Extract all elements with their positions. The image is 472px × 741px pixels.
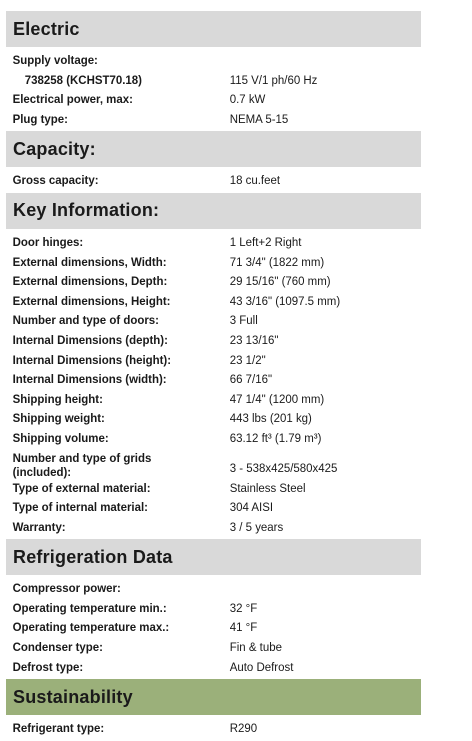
spec-label: Internal Dimensions (width): [12, 372, 167, 387]
section-refrigeration [6, 575, 421, 679]
spec-value: 41 °F [229, 620, 258, 635]
spec-sheet [6, 11, 421, 741]
spec-row [6, 390, 396, 410]
spec-value: 0.7 kW [229, 92, 266, 107]
spec-value: R290 [229, 721, 258, 736]
spec-row [6, 90, 396, 110]
spec-label: Operating temperature min.: [12, 600, 167, 615]
section-header-electric: Electric [6, 11, 421, 47]
spec-value [222, 51, 230, 71]
spec-value: 23 13/16" [229, 332, 279, 347]
spec-row [6, 658, 396, 678]
spec-label: External dimensions, Width: [12, 254, 167, 269]
spec-row [6, 618, 396, 638]
spec-row [6, 272, 396, 292]
spec-label-line: (included): [12, 464, 72, 479]
spec-label: Operating temperature max.: [12, 620, 170, 635]
spec-value [222, 579, 230, 599]
spec-row [6, 638, 396, 658]
section-header-refrigeration: Refrigeration Data [6, 539, 421, 575]
spec-row [6, 409, 396, 429]
spec-label-line: Number and type of grids [12, 450, 152, 465]
spec-label: Condenser type: [12, 640, 103, 655]
spec-row [6, 370, 396, 390]
spec-value: 443 lbs (201 kg) [229, 411, 312, 426]
spec-row [6, 518, 396, 538]
spec-label: External dimensions, Height: [12, 293, 171, 308]
spec-value: 3 - 538x425/580x425 [229, 460, 338, 475]
spec-value: 47 1/4" (1200 mm) [229, 391, 325, 406]
spec-label: Internal Dimensions (depth): [12, 332, 168, 347]
spec-row [6, 579, 396, 599]
spec-value: 115 V/1 ph/60 Hz [229, 72, 318, 87]
spec-row [6, 449, 396, 479]
spec-row [6, 599, 396, 619]
spec-value: 1 Left+2 Right [229, 234, 302, 249]
spec-value: 23 1/2" [229, 352, 266, 367]
spec-value: 32 °F [229, 600, 258, 615]
spec-row [6, 51, 396, 71]
spec-row [6, 498, 396, 518]
spec-label: Warranty: [12, 519, 66, 534]
spec-label: Refrigerant type: [12, 721, 105, 736]
section-electric [6, 47, 421, 131]
section-sustainability [6, 715, 421, 741]
spec-value: 66 7/16" [229, 372, 273, 387]
spec-value: 3 Full [229, 313, 258, 328]
spec-row [6, 479, 396, 499]
spec-label [6, 449, 222, 479]
spec-value: NEMA 5-15 [229, 111, 289, 126]
spec-value: 3 / 5 years [229, 519, 284, 534]
spec-row [6, 253, 396, 273]
section-capacity [6, 167, 421, 193]
spec-label: Electrical power, max: [12, 92, 133, 107]
spec-row [6, 429, 396, 449]
spec-row [6, 171, 396, 191]
spec-label: Type of external material: [12, 480, 151, 495]
spec-value: 29 15/16" (760 mm) [229, 274, 331, 289]
spec-row [6, 331, 396, 351]
spec-label: Compressor power: [12, 581, 121, 596]
spec-row [6, 719, 396, 739]
spec-label: Number and type of doors: [12, 313, 159, 328]
spec-label: Shipping height: [12, 391, 103, 406]
spec-label: Plug type: [12, 111, 68, 126]
spec-value: 18 cu.feet [229, 173, 281, 188]
spec-label: Supply voltage: [12, 53, 98, 67]
spec-value: Fin & tube [229, 640, 282, 655]
spec-label: Gross capacity: [12, 173, 99, 188]
spec-row [6, 292, 396, 312]
spec-row [6, 110, 396, 130]
spec-row [6, 351, 396, 371]
section-header-capacity: Capacity: [6, 131, 421, 167]
section-key-information [6, 229, 421, 539]
spec-label: Defrost type: [12, 659, 84, 674]
spec-label: Door hinges: [12, 234, 84, 249]
spec-row [6, 233, 396, 253]
spec-value: 63.12 ft³ (1.79 m³) [229, 430, 322, 445]
spec-row [6, 311, 396, 331]
spec-label: Shipping weight: [12, 411, 105, 426]
section-header-key-information: Key Information: [6, 193, 421, 229]
spec-row [6, 71, 396, 91]
spec-value: 43 3/16" (1097.5 mm) [229, 293, 341, 308]
spec-value: Stainless Steel [229, 480, 306, 495]
spec-value: Auto Defrost [229, 659, 294, 674]
section-header-sustainability: Sustainability [6, 679, 421, 715]
spec-label: Type of internal material: [12, 500, 148, 515]
spec-value: 304 AISI [229, 500, 274, 515]
spec-label: 738258 (KCHST70.18) [24, 72, 142, 87]
spec-label: Internal Dimensions (height): [12, 352, 172, 367]
spec-label: Shipping volume: [12, 430, 109, 445]
spec-value: 71 3/4" (1822 mm) [229, 254, 325, 269]
spec-label: External dimensions, Depth: [12, 274, 168, 289]
